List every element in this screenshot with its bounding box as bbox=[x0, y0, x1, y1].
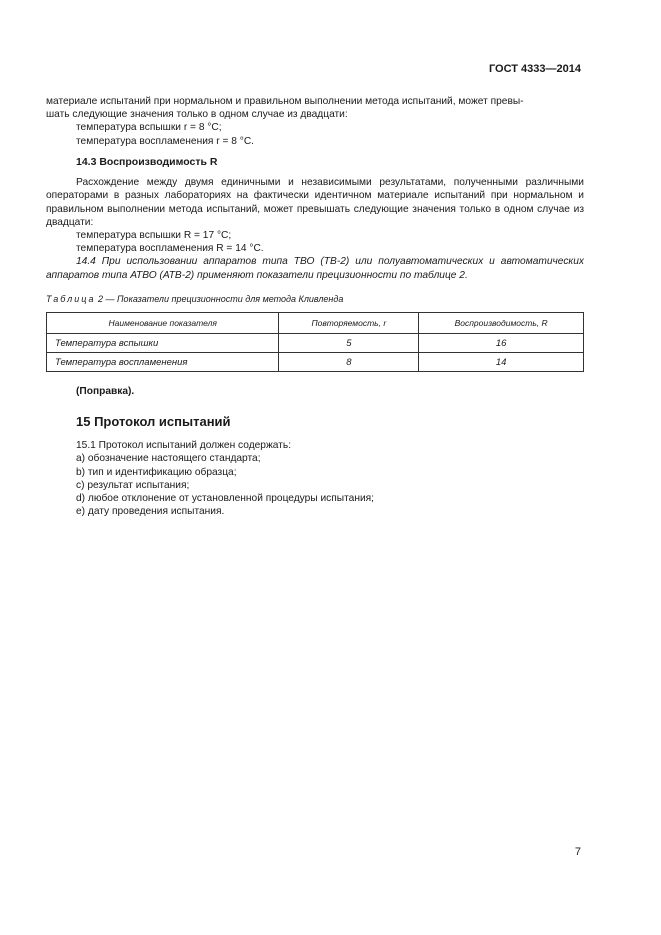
section-15-list bbox=[76, 439, 374, 519]
reproducibility-value: 14 bbox=[419, 353, 584, 372]
list-item: a) обозначение настоящего стандарта; bbox=[76, 453, 261, 465]
table-caption bbox=[46, 294, 343, 304]
continuation-line-2: шать следующие значения только в одном случае из двадцати: bbox=[46, 109, 348, 121]
ignition-repeatability: температура воспламенения r = 8 °С. bbox=[76, 135, 255, 147]
flash-point-reproducibility: температура вспышки R = 17 °С; bbox=[76, 230, 232, 242]
table-caption-label: Таблица bbox=[46, 294, 96, 304]
section-14-3-heading: 14.3 Воспроизводимость R bbox=[76, 156, 218, 168]
list-item: d) любое отклонение от установленной процедуры испытания; bbox=[76, 493, 374, 505]
page-number: 7 bbox=[574, 846, 581, 858]
list-item: e) дату проведения испытания. bbox=[76, 506, 225, 518]
table-row bbox=[47, 353, 584, 372]
table-header-row bbox=[47, 313, 584, 334]
section-14-3 bbox=[46, 156, 584, 282]
list-item: c) результат испытания; bbox=[76, 479, 190, 491]
correction-note: (Поправка). bbox=[76, 386, 135, 397]
row-label: Температура воспламенения bbox=[47, 353, 279, 372]
header-repeatability: Повторяемость, r bbox=[279, 313, 419, 334]
ignition-reproducibility: температура воспламенения R = 14 °С. bbox=[76, 243, 264, 255]
reproducibility-value: 16 bbox=[419, 334, 584, 353]
continuation-line-1: материале испытаний при нормальном и правильном выполнении метода испытаний, может превы- bbox=[46, 96, 524, 107]
table-row bbox=[47, 334, 584, 353]
table-caption-text: 2 — Показатели прецизионности для метода Кливленда bbox=[98, 294, 344, 304]
section-15-heading: 15 Протокол испытаний bbox=[76, 414, 231, 429]
repeatability-value: 8 bbox=[279, 353, 419, 372]
section-14-3-paragraph: Расхождение между двумя единичными и независимыми результатами, полученными различными операторами в разных лабораториях на фактически идентичном материале испытаний при нормальном и правильном выполнении метода испытаний, может превышать следующие значения только в одном случае из двадцати: bbox=[46, 177, 584, 228]
section-15-intro: 15.1 Протокол испытаний должен содержать: bbox=[76, 440, 292, 451]
list-item: b) тип и идентификацию образца; bbox=[76, 466, 237, 478]
repeatability-value: 5 bbox=[279, 334, 419, 353]
precision-table bbox=[46, 312, 584, 372]
continuation-block bbox=[46, 95, 584, 148]
flash-point-repeatability: температура вспышки r = 8 °С; bbox=[76, 122, 222, 134]
header-reproducibility: Воспроизводимость, R bbox=[419, 313, 584, 334]
header-indicator-name: Наименование показателя bbox=[47, 313, 279, 334]
note-14-4: 14.4 При использовании аппаратов типа ТВО (ТВ-2) или полуавтоматических и автоматических аппаратов типа АТВО (АТВ-2) применяют показатели прецизионности по таблице 2. bbox=[46, 256, 584, 281]
document-id-header: ГОСТ 4333—2014 bbox=[488, 63, 581, 75]
row-label: Температура вспышки bbox=[47, 334, 279, 353]
